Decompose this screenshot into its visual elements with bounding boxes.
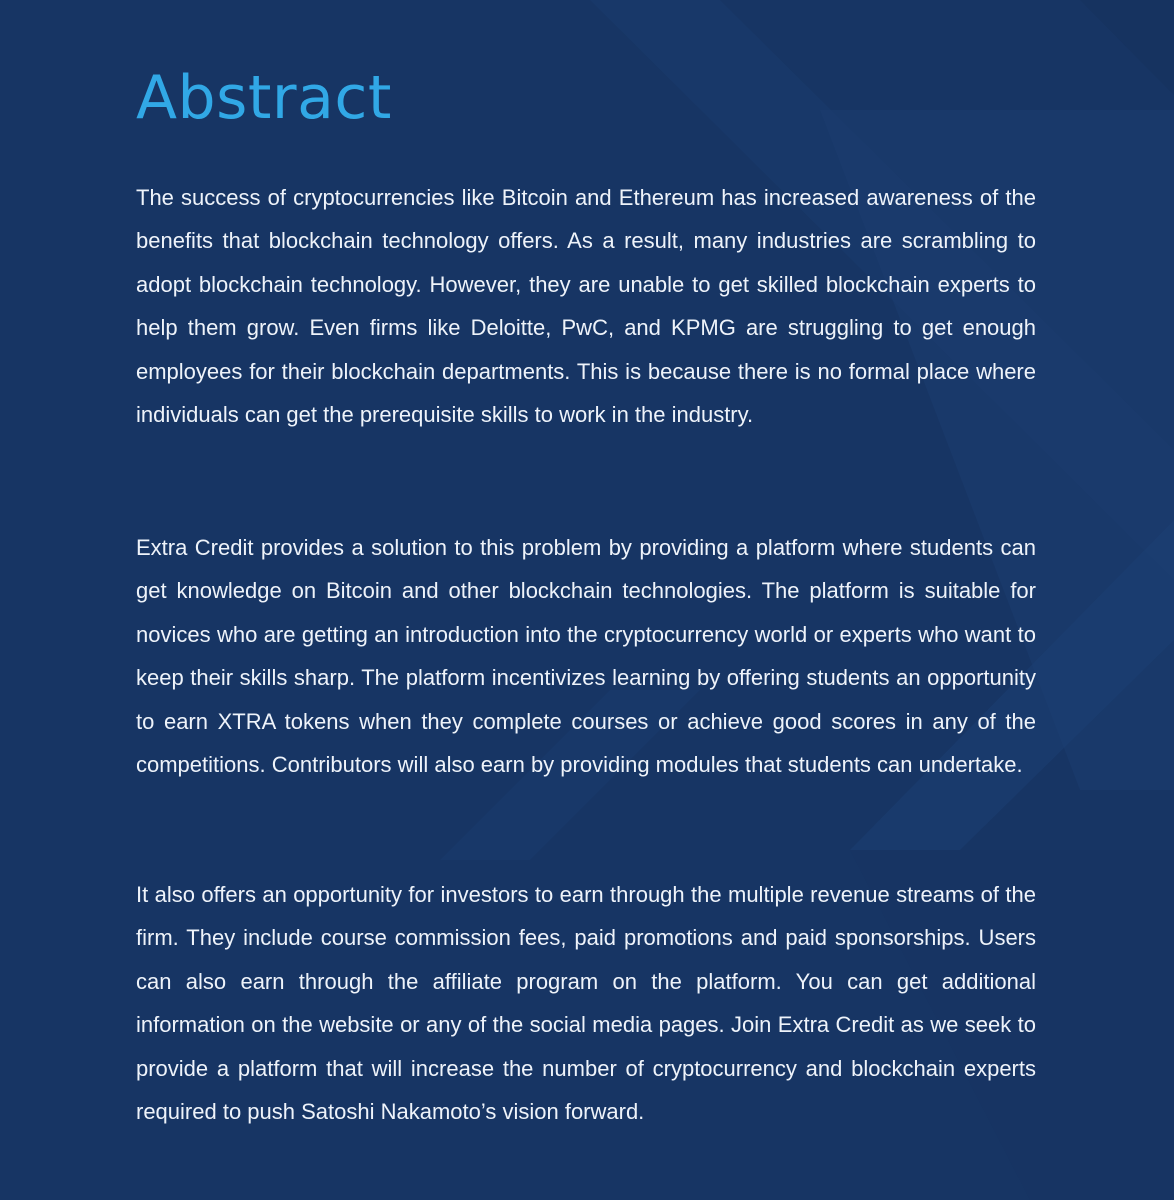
page-title: Abstract (136, 63, 392, 133)
abstract-paragraph-2: Extra Credit provides a solution to this problem by providing a platform where students can get knowledge on Bitcoin and other blockchain technologies. The platform is suitable for novices who are getting an introduction into the cryptocurrency world or experts who want to keep their skills sharp. The platform incentivizes learning by offering students an opportunity to earn XTRA tokens when they complete courses or achieve good scores in any of the competitions. Contributors will also earn by providing modules that students can undertake. (136, 535, 1036, 778)
abstract-paragraph-3: It also offers an opportunity for investors to earn through the multiple revenue streams of the firm. They include course commission fees, paid promotions and paid sponsorships. Users can also earn through the affiliate program on the platform. You can get additional information on the website or any of the social media pages. Join Extra Credit as we seek to provide a platform that will increase the number of cryptocurrency and blockchain experts required to push Satoshi Nakamoto’s vision forward. (136, 882, 1036, 1125)
abstract-paragraph-1: The success of cryptocurrencies like Bitcoin and Ethereum has increased awareness of the benefits that blockchain technology offers. As a result, many industries are scrambling to adopt blockchain technology. However, they are unable to get skilled blockchain experts to help them grow. Even firms like Deloitte, PwC, and KPMG are struggling to get enough employees for their blockchain departments. This is because there is no formal place where individuals can get the prerequisite skills to work in the industry. (136, 185, 1036, 428)
abstract-content (136, 58, 1036, 1125)
